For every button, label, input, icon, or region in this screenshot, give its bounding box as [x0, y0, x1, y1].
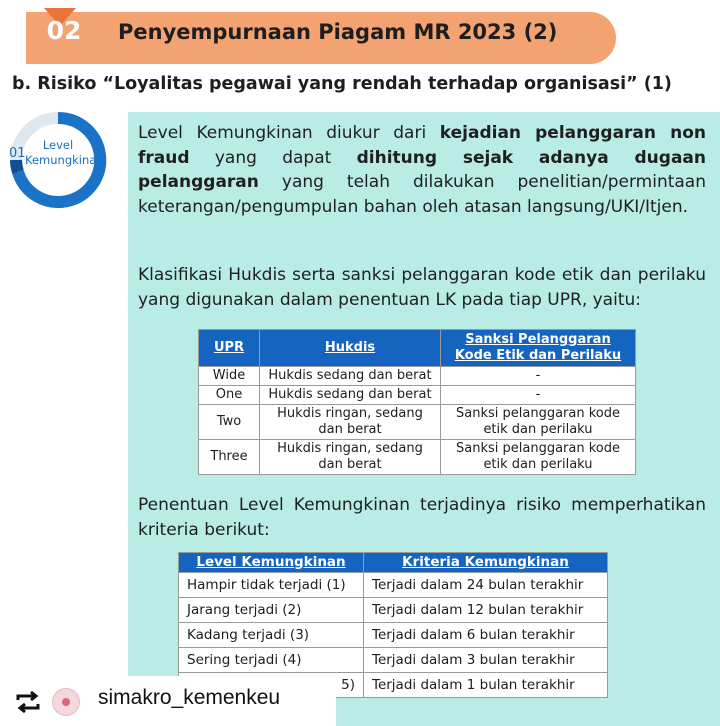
p1-text-1: Level Kemungkinan diukur dari [138, 123, 440, 143]
table-header-row [179, 553, 608, 573]
cell-upr: Three [199, 440, 260, 475]
hukdis-table [198, 329, 636, 475]
repost-attribution [0, 676, 336, 726]
cell-kriteria: Terjadi dalam 6 bulan terakhir [364, 623, 608, 648]
level-label [25, 138, 104, 168]
cell-sanksi: Sanksi pelanggaran kode etik dan perilaku [441, 440, 636, 475]
paragraph-level-definition [138, 121, 706, 219]
header-level: Level Kemungkinan [179, 553, 364, 573]
table-row [199, 367, 636, 386]
table-header-row [199, 330, 636, 367]
cell-upr: Two [199, 405, 260, 440]
cell-hukdis: Hukdis sedang dan berat [260, 367, 441, 386]
cell-level: Hampir tidak terjadi (1) [179, 573, 364, 598]
cell-level: Sering terjadi (4) [179, 648, 364, 673]
cell-kriteria: Terjadi dalam 1 bulan terakhir [364, 673, 608, 698]
risk-subheading: b. Risiko “Loyalitas pegawai yang rendah terhadap organisasi” (1) [12, 74, 672, 94]
cell-sanksi: - [441, 386, 636, 405]
p1-bold-2: dihitung sejak adanya dugaan pelanggaran [138, 147, 706, 192]
cell-hukdis: Hukdis ringan, sedang dan berat [260, 440, 441, 475]
username-link[interactable]: simakro_kemenkeu [98, 686, 281, 709]
header-sanksi: Sanksi Pelanggaran Kode Etik dan Perilaku [441, 330, 636, 367]
cell-kriteria: Terjadi dalam 12 bulan terakhir [364, 598, 608, 623]
header-upr: UPR [199, 330, 260, 367]
page-title: Penyempurnaan Piagam MR 2023 (2) [118, 20, 558, 44]
paragraph-classification: Klasifikasi Hukdis serta sanksi pelanggaran kode etik dan perilaku yang digunakan dalam penentuan LK pada tiap UPR, yaitu: [138, 265, 706, 310]
cell-hukdis: Hukdis sedang dan berat [260, 386, 441, 405]
header-hukdis: Hukdis [260, 330, 441, 367]
cell-level: Jarang terjadi (2) [179, 598, 364, 623]
level-label-line2: Kemungkinan [25, 153, 104, 167]
table-row [179, 623, 608, 648]
p1-text-3: yang telah dilakukan penelitian/permintaan keterangan/pengumpulan bahan oleh atasan langsung/UKI/Itjen. [138, 172, 706, 217]
cell-upr: One [199, 386, 260, 405]
level-label-line1: Level [42, 138, 74, 152]
repost-icon[interactable] [14, 690, 42, 714]
table-row [199, 405, 636, 440]
table-row [179, 573, 608, 598]
cell-sanksi: - [441, 367, 636, 386]
cell-kriteria: Terjadi dalam 3 bulan terakhir [364, 648, 608, 673]
cell-kriteria: Terjadi dalam 24 bulan terakhir [364, 573, 608, 598]
cell-upr: Wide [199, 367, 260, 386]
table-row [199, 440, 636, 475]
cell-hukdis: Hukdis ringan, sedang dan berat [260, 405, 441, 440]
p1-bold-1: kejadian pelanggaran non fraud [138, 123, 706, 168]
section-number: 02 [46, 16, 82, 45]
p1-text-2: yang dapat [189, 147, 357, 168]
cell-sanksi: Sanksi pelanggaran kode etik dan perilaku [441, 405, 636, 440]
paragraph-criteria: Penentuan Level Kemungkinan terjadinya risiko memperhatikan kriteria berikut: [138, 495, 706, 540]
table-row [179, 598, 608, 623]
cell-level: 5) [179, 673, 364, 698]
table-row [199, 386, 636, 405]
avatar[interactable] [52, 688, 80, 716]
avatar-logo-icon [62, 698, 70, 706]
cell-level: Kadang terjadi (3) [179, 623, 364, 648]
table-row [179, 648, 608, 673]
level-number: 01 [9, 146, 26, 161]
header-kriteria: Kriteria Kemungkinan [364, 553, 608, 573]
